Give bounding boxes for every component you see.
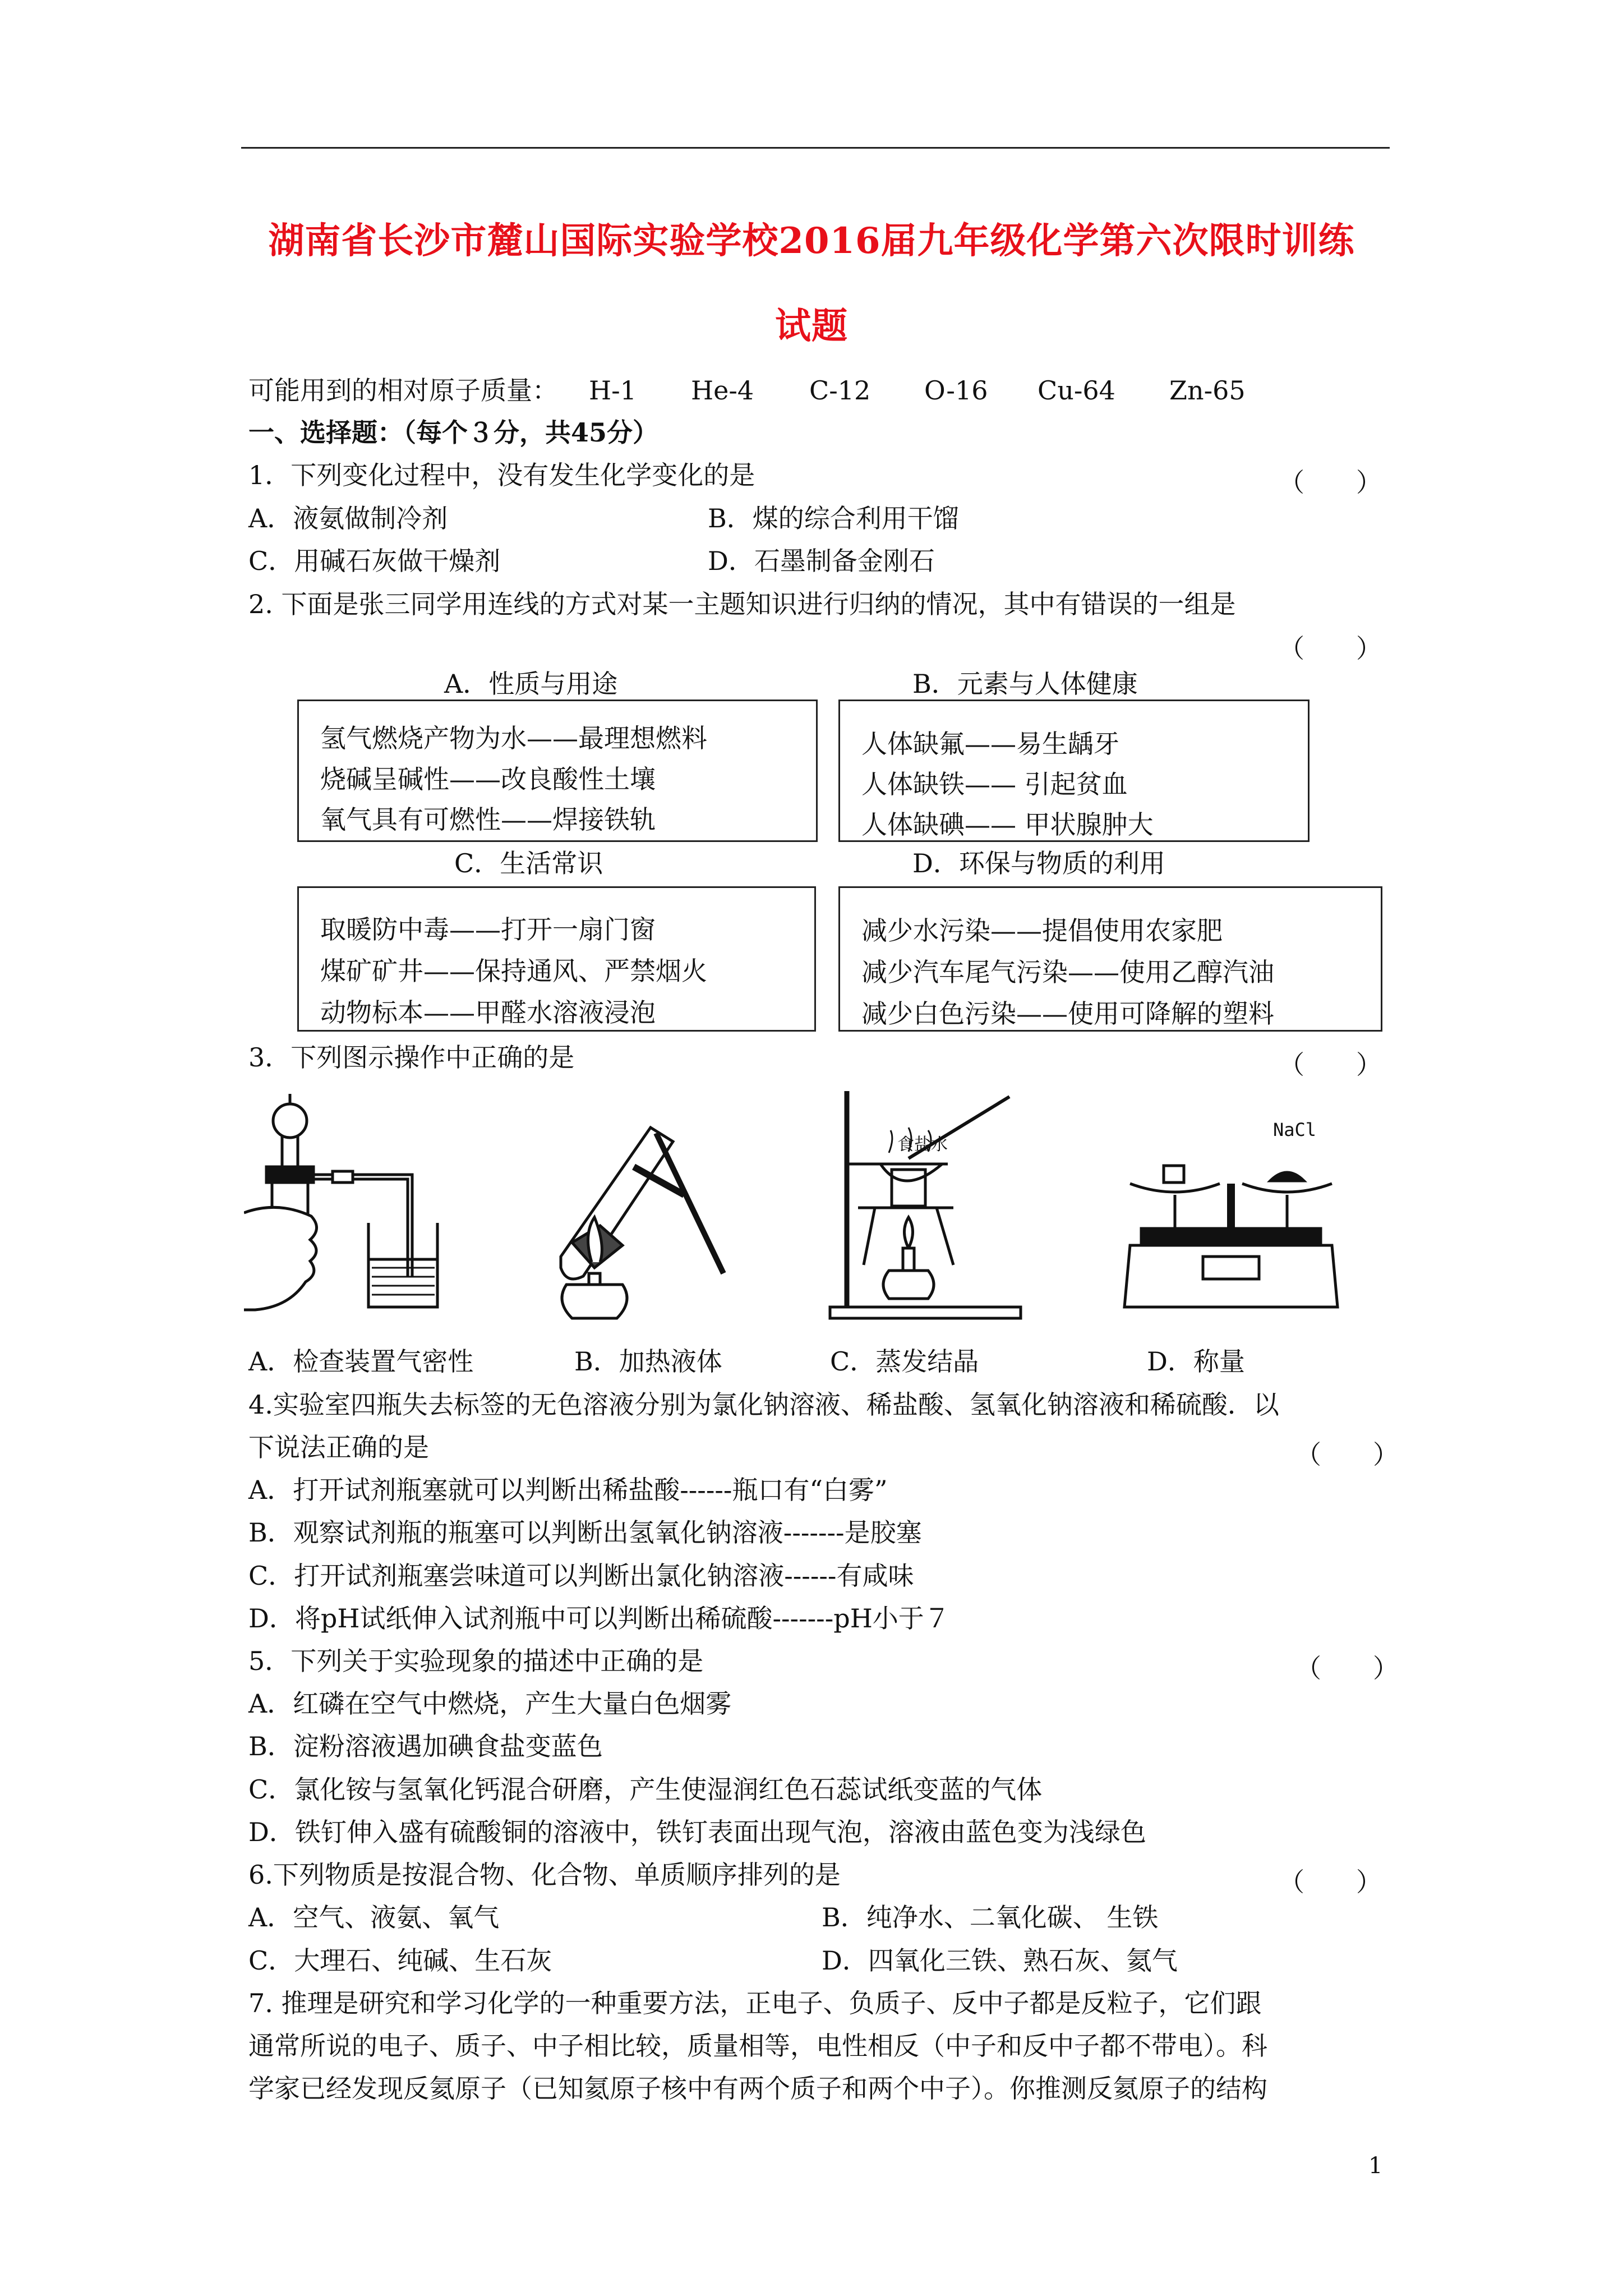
atomic-mass-item: He-4 bbox=[691, 375, 754, 406]
q6-option-c: C．大理石、纯碱、生石灰 bbox=[248, 1945, 552, 1976]
q2-option-b-title: B．元素与人体健康 bbox=[912, 669, 1138, 699]
box-line: 人体缺碘—— 甲状腺肿大 bbox=[861, 809, 1154, 840]
q6-option-d: D．四氧化三铁、熟石灰、氦气 bbox=[822, 1945, 1178, 1976]
label-nacl: NaCl bbox=[1273, 1119, 1317, 1140]
q5-option-a: A．红磷在空气中燃烧，产生大量白色烟雾 bbox=[248, 1688, 732, 1719]
atomic-mass-label: 可能用到的相对原子质量： bbox=[248, 375, 558, 406]
q3-option-d: D．称量 bbox=[1147, 1346, 1245, 1377]
answer-blank: （ ） bbox=[1279, 467, 1382, 498]
header-rule bbox=[241, 147, 1390, 149]
q4-option-d: D．将pH试纸伸入试剂瓶中可以判断出稀硫酸-------pH小于７ bbox=[248, 1603, 950, 1634]
q3-option-a: A．检查装置气密性 bbox=[248, 1346, 474, 1377]
question-1-stem: 1．下列变化过程中，没有发生化学变化的是 bbox=[248, 460, 755, 490]
answer-blank: （ ） bbox=[1295, 1439, 1399, 1470]
page-title: 湖南省长沙市麓山国际实验学校2016届九年级化学第六次限时训练 bbox=[268, 220, 1355, 262]
question-7-line-3: 学家已经发现反氦原子（已知氦原子核中有两个质子和两个中子）。你推测反氦原子的结构 bbox=[248, 2073, 1267, 2104]
q5-option-b: B．淀粉溶液遇加碘食盐变蓝色 bbox=[248, 1731, 603, 1761]
question-6-stem: 6.下列物质是按混合物、化合物、单质顺序排列的是 bbox=[248, 1860, 841, 1890]
figure-balance bbox=[1119, 1116, 1343, 1318]
page-title-continued: 试题 bbox=[775, 305, 848, 347]
atomic-mass-item: Cu-64 bbox=[1038, 375, 1115, 406]
q2-box-b bbox=[838, 700, 1310, 842]
question-3-stem: 3．下列图示操作中正确的是 bbox=[248, 1042, 575, 1073]
section-heading: 一、选择题：（每个３分，共45分） bbox=[248, 417, 659, 448]
q3-option-c: C．蒸发结晶 bbox=[830, 1346, 979, 1377]
box-line: 氢气燃烧产物为水——最理想燃料 bbox=[320, 723, 707, 753]
question-7-line-2: 通常所说的电子、质子、中子相比较，质量相等，电性相反（中子和反中子都不带电）。科 bbox=[248, 2031, 1267, 2061]
q5-option-c: C．氯化铵与氢氧化钙混合研磨，产生使湿润红色石蕊试纸变蓝的气体 bbox=[248, 1774, 1043, 1805]
box-line: 煤矿矿井——保持通风、严禁烟火 bbox=[320, 956, 707, 986]
figure-heating-liquid bbox=[538, 1116, 740, 1329]
box-line: 取暖防中毒——打开一扇门窗 bbox=[320, 914, 656, 945]
answer-blank: （ ） bbox=[1279, 633, 1382, 664]
figure-evaporation bbox=[824, 1085, 1038, 1321]
page-number: 1 bbox=[1368, 2153, 1383, 2179]
box-line: 动物标本——甲醛水溶液浸泡 bbox=[320, 997, 656, 1028]
q6-option-b: B．纯净水、二氧化碳、 生铁 bbox=[822, 1902, 1159, 1932]
box-line: 减少白色污染——使用可降解的塑料 bbox=[861, 999, 1274, 1029]
q2-option-d-title: D．环保与物质的利用 bbox=[912, 848, 1165, 878]
q4-option-c: C．打开试剂瓶塞尝味道可以判断出氯化钠溶液------有咸味 bbox=[248, 1561, 914, 1591]
question-7-line-1: 7. 推理是研究和学习化学的一种重要方法，正电子、负质子、反中子都是反粒子，它们跟 bbox=[248, 1988, 1262, 2018]
q1-option-c: C．用碱石灰做干燥剂 bbox=[248, 546, 501, 576]
q1-option-a: A．液氨做制冷剂 bbox=[248, 503, 448, 533]
atomic-mass-item: H-1 bbox=[589, 375, 637, 406]
atomic-mass-item: Zn-65 bbox=[1169, 375, 1246, 406]
question-2-stem: 2. 下面是张三同学用连线的方式对某一主题知识进行归纳的情况，其中有错误的一组是 bbox=[248, 589, 1236, 619]
q6-option-a: A．空气、液氨、氧气 bbox=[248, 1902, 500, 1932]
box-line: 人体缺氟——易生龋牙 bbox=[861, 729, 1119, 759]
q2-box-a bbox=[297, 700, 818, 842]
q5-option-d: D．铁钉伸入盛有硫酸铜的溶液中，铁钉表面出现气泡，溶液由蓝色变为浅绿色 bbox=[248, 1817, 1146, 1847]
atomic-mass-item: C-12 bbox=[809, 375, 871, 406]
answer-blank: （ ） bbox=[1295, 1653, 1399, 1683]
answer-blank: （ ） bbox=[1279, 1867, 1382, 1897]
label-salt-water: 食盐水 bbox=[897, 1135, 948, 1154]
q2-box-c bbox=[297, 886, 816, 1032]
box-line: 人体缺铁—— 引起贫血 bbox=[861, 769, 1128, 799]
question-4-stem-continued: 下说法正确的是 bbox=[248, 1432, 429, 1462]
answer-blank: （ ） bbox=[1279, 1050, 1382, 1080]
q4-option-a: A．打开试剂瓶塞就可以判断出稀盐酸------瓶口有“白雾” bbox=[248, 1475, 888, 1505]
q1-option-d: D．石墨制备金刚石 bbox=[708, 546, 935, 576]
box-line: 烧碱呈碱性——改良酸性土壤 bbox=[320, 764, 656, 794]
figure-airtightness-check bbox=[244, 1083, 446, 1318]
question-5-stem: 5．下列关于实验现象的描述中正确的是 bbox=[248, 1646, 704, 1676]
question-4-stem: 4.实验室四瓶失去标签的无色溶液分别为氯化钠溶液、稀盐酸、氢氧化钠溶液和稀硫酸．以 bbox=[248, 1389, 1279, 1420]
q2-box-d bbox=[838, 886, 1382, 1032]
box-line: 减少汽车尾气污染——使用乙醇汽油 bbox=[861, 957, 1274, 987]
box-line: 氧气具有可燃性——焊接铁轨 bbox=[320, 804, 656, 835]
q4-option-b: B．观察试剂瓶的瓶塞可以判断出氢氧化钠溶液-------是胶塞 bbox=[248, 1517, 922, 1548]
box-line: 减少水污染——提倡使用农家肥 bbox=[861, 915, 1223, 946]
q2-option-a-title: A．性质与用途 bbox=[444, 669, 618, 699]
q1-option-b: B．煤的综合利用干馏 bbox=[708, 503, 959, 533]
atomic-mass-item: O-16 bbox=[924, 375, 988, 406]
q2-option-c-title: C．生活常识 bbox=[454, 848, 603, 878]
q3-option-b: B．加热液体 bbox=[574, 1346, 722, 1377]
